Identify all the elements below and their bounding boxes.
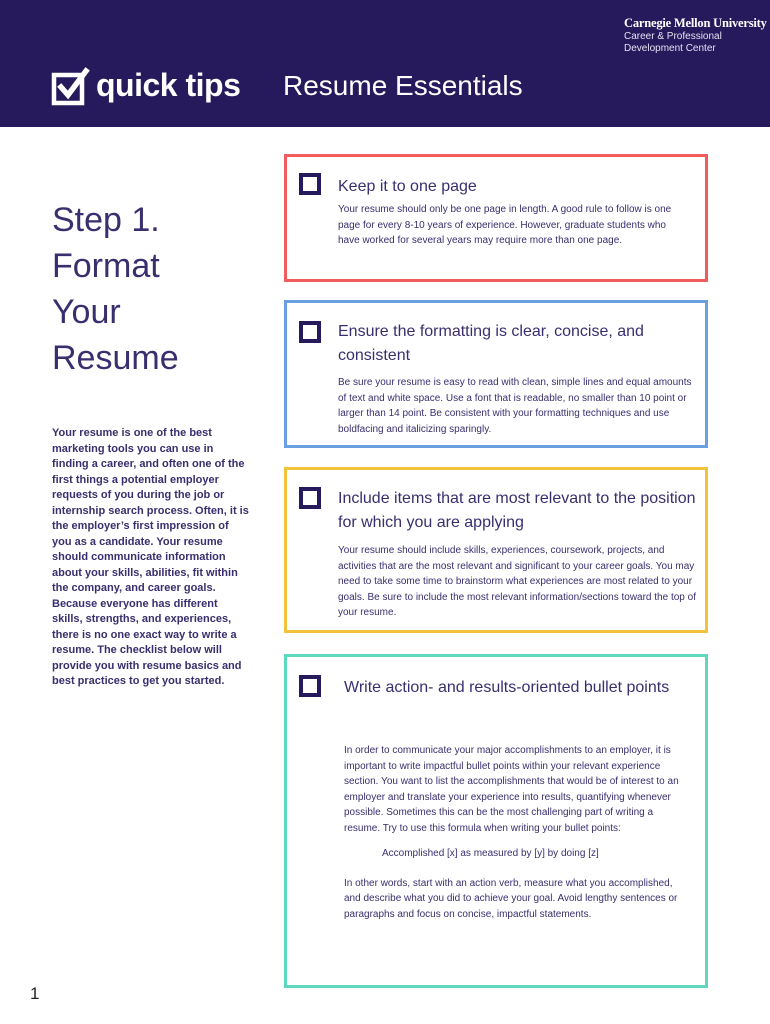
- tip-formula: Accomplished [x] as measured by [y] by doing [z]: [382, 848, 599, 859]
- step-heading: [52, 197, 179, 381]
- checkbox-icon: [299, 675, 321, 697]
- step-heading-line-4: Resume: [52, 339, 179, 377]
- department-line-1: Career & Professional: [624, 31, 722, 42]
- page-title: Resume Essentials: [283, 70, 523, 101]
- tip-body: Your resume should include skills, experiences, coursework, projects, and activities that are the most relevant and significant to your career goals. You may need to take some time to brainstorm what experiences are most related to your goals. Be sure to include the most relevant information/sections toward the top of your resume.: [338, 545, 696, 618]
- checkbox-icon: [299, 173, 321, 195]
- department-line-2: Development Center: [624, 43, 716, 54]
- tip-body: [344, 743, 684, 922]
- university-name: Carnegie Mellon University: [624, 16, 767, 30]
- step-heading-line-2: Format: [52, 247, 160, 285]
- header-banner: [0, 0, 770, 127]
- checkbox-check-icon: [50, 67, 90, 107]
- tip-title: Keep it to one page: [338, 178, 477, 195]
- step-heading-line-1: Step 1.: [52, 201, 160, 239]
- tip-title: Write action- and results-oriented bullet points: [344, 679, 670, 696]
- quick-tips-label: quick tips: [96, 67, 241, 103]
- tip-title: Ensure the formatting is clear, concise, and consistent: [338, 323, 644, 364]
- tip-card-one-page: [284, 154, 708, 282]
- page-number: 1: [30, 984, 40, 1003]
- tip-card-relevant-items: [284, 467, 708, 633]
- intro-paragraph: Your resume is one of the best marketing tools you can use in finding a career, and often one of the first things a potential employer requests of you during the job or internship search process. Often, it is the employer’s first impression of you as a candidate. Your resume should communicate information about your skills, abilities, fit within the company, and career goals. Because everyone has different skills, strengths, and experiences, there is no one exact way to write a resume. The checklist below will provide you with resume basics and best practices to get you started.: [52, 427, 249, 687]
- tip-body-paragraph-2: In other words, start with an action verb, measure what you accomplished, and describe what you did to achieve your goal. Avoid lengthy sentences or paragraphs and focus on concise, impactful statements.: [344, 877, 678, 920]
- tip-card-formatting: [284, 300, 708, 448]
- step-heading-line-3: Your: [52, 293, 121, 331]
- tip-body-paragraph-1: In order to communicate your major accomplishments to an employer, it is important to write impactful bullet points within your relevant experience section. You want to list the accomplishments that would be of interest to an employer and translate your experience into results, quantifying whenever possible. Sometimes this can be the most challenging part of writing a resume. Try to use this formula when writing your bullet points:: [344, 745, 679, 834]
- tip-card-bullet-points: [284, 654, 708, 988]
- university-brand: [624, 16, 767, 55]
- checkbox-icon: [299, 321, 321, 343]
- checkbox-icon: [299, 487, 321, 509]
- tip-body: Be sure your resume is easy to read with clean, simple lines and equal amounts of text and white space. Use a font that is readable, no smaller than 10 point or larger than 14 point. Be consistent with your formatting techniques and use boldfacing and italicizing sparingly.: [338, 377, 692, 435]
- tip-body: Your resume should only be one page in length. A good rule to follow is one page for every 8-10 years of experience. However, graduate students who have worked for several years may require more than one page.: [338, 204, 672, 246]
- tip-title: Include items that are most relevant to the position for which you are applying: [338, 490, 696, 531]
